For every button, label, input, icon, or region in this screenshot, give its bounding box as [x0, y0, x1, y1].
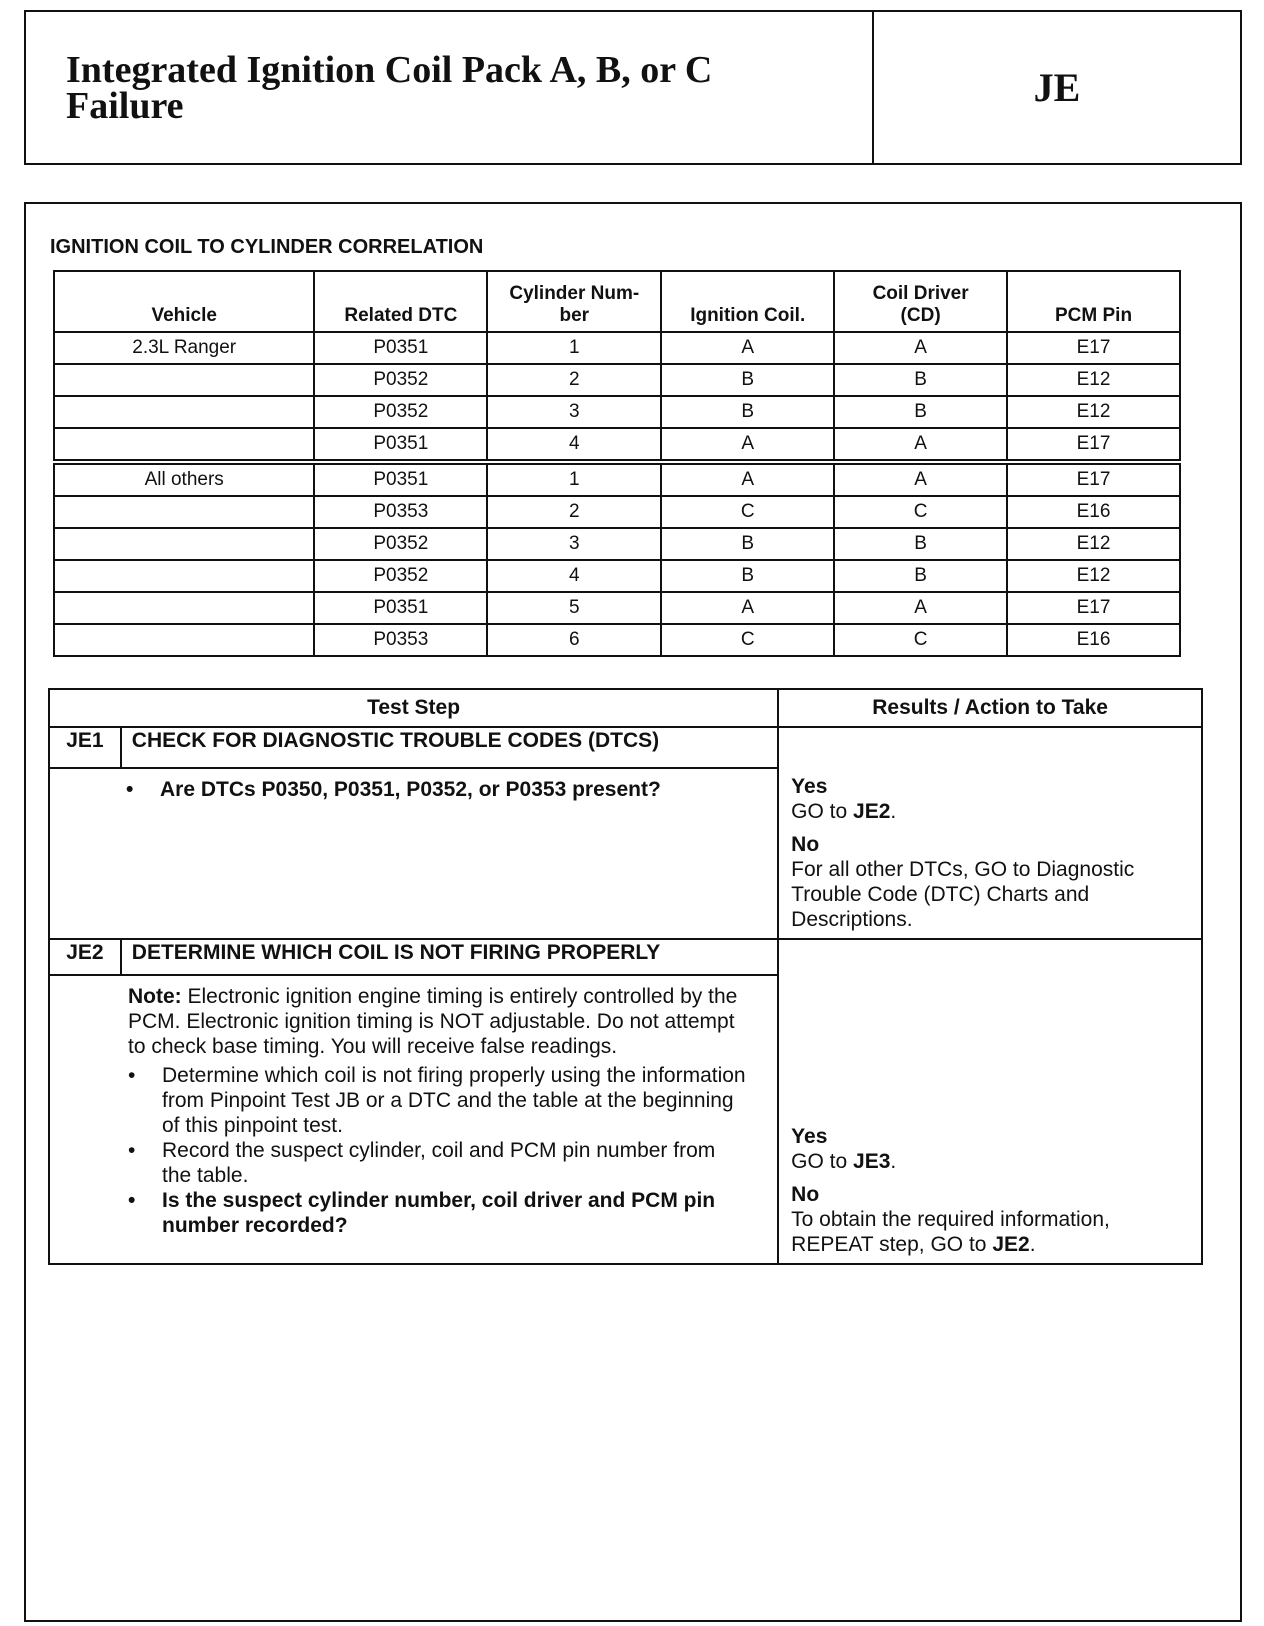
cell-dtc: P0351: [314, 592, 487, 624]
table-row: [54, 428, 1180, 462]
je1-yes-target: JE2: [853, 800, 891, 823]
cell-pcm-pin: E16: [1007, 624, 1180, 656]
cell-dtc: P0352: [314, 560, 487, 592]
table-row: [54, 396, 1180, 428]
col-vehicle: Vehicle: [54, 271, 314, 332]
cell-coil: A: [661, 592, 834, 624]
table-row: [54, 332, 1180, 364]
je2-bullet-3: • Is the suspect cylinder number, coil driver and PCM pin number recorded?: [162, 1188, 747, 1238]
je1-question-text: Are DTCs P0350, P0351, P0352, or P0353 present?: [160, 778, 661, 802]
cell-coil-driver: A: [834, 332, 1007, 364]
je2-note-label: Note:: [128, 985, 182, 1008]
cell-dtc: P0351: [314, 428, 487, 462]
cell-dtc: P0352: [314, 528, 487, 560]
table-row: [54, 364, 1180, 396]
cell-coil: A: [661, 462, 834, 496]
je2-note-text: Electronic ignition engine timing is entirely controlled by the PCM. Electronic ignition timing is NOT adjustable. Do not attempt to check base timing. You will receive false readings.: [128, 985, 738, 1058]
cell-cylinder: 1: [487, 332, 661, 364]
cell-cylinder: 5: [487, 592, 661, 624]
cell-dtc: P0352: [314, 364, 487, 396]
step-je1-title: CHECK FOR DIAGNOSTIC TROUBLE CODES (DTCS): [121, 727, 778, 768]
table-row: [54, 528, 1180, 560]
cell-coil: A: [661, 428, 834, 462]
table-row: [54, 624, 1180, 656]
cell-coil-driver: C: [834, 624, 1007, 656]
cell-coil-driver: A: [834, 462, 1007, 496]
je2-yes-action: GO to JE3.: [791, 1150, 897, 1173]
cell-vehicle: [54, 428, 314, 462]
cell-coil: A: [661, 332, 834, 364]
col-related-dtc: Related DTC: [314, 271, 487, 332]
cell-cylinder: 2: [487, 364, 661, 396]
page-header: [24, 10, 1242, 165]
cell-coil-driver: B: [834, 528, 1007, 560]
cell-vehicle: [54, 364, 314, 396]
cell-cylinder: 4: [487, 560, 661, 592]
je2-yes-label: Yes: [791, 1125, 828, 1148]
cell-dtc: P0352: [314, 396, 487, 428]
je1-yes-text: GO to: [791, 800, 854, 823]
step-je1-results: [778, 727, 1202, 939]
cell-coil-driver: B: [834, 396, 1007, 428]
je2-yes-text: GO to: [791, 1150, 854, 1173]
cell-pcm-pin: E17: [1007, 462, 1180, 496]
cell-dtc: P0353: [314, 496, 487, 528]
cell-vehicle: 2.3L Ranger: [54, 332, 314, 364]
step-je2-results: [778, 939, 1202, 1264]
cell-coil: B: [661, 396, 834, 428]
cell-coil: B: [661, 560, 834, 592]
cell-vehicle: [54, 592, 314, 624]
cell-cylinder: 4: [487, 428, 661, 462]
je2-bullet-3-text: Is the suspect cylinder number, coil driver and PCM pin number recorded?: [162, 1189, 716, 1237]
je2-no-action: To obtain the required information, REPEAT step, GO to JE2.: [791, 1208, 1110, 1256]
test-steps-table: [48, 688, 1203, 1265]
col-coil-driver: Coil Driver (CD): [834, 271, 1007, 332]
cell-coil-driver: B: [834, 560, 1007, 592]
je1-yes-action: GO to JE2.: [791, 800, 897, 823]
step-je2-body: [49, 975, 778, 1264]
cell-cylinder: 6: [487, 624, 661, 656]
cell-coil: B: [661, 528, 834, 560]
je1-yes-label: Yes: [791, 775, 828, 798]
cell-vehicle: All others: [54, 462, 314, 496]
cell-pcm-pin: E16: [1007, 496, 1180, 528]
step-je2-id: JE2: [49, 939, 121, 975]
title-line-2: Failure: [66, 85, 184, 127]
cell-coil-driver: A: [834, 428, 1007, 462]
cell-vehicle: [54, 528, 314, 560]
correlation-table: [53, 270, 1181, 657]
col-pcm-pin: PCM Pin: [1007, 271, 1180, 332]
je1-no-action: For all other DTCs, GO to Diagnostic Trouble Code (DTC) Charts and Descriptions.: [791, 858, 1135, 931]
cell-pcm-pin: E17: [1007, 592, 1180, 624]
cell-pcm-pin: E12: [1007, 560, 1180, 592]
col-results: Results / Action to Take: [778, 689, 1202, 727]
table-row: [54, 462, 1180, 496]
cell-vehicle: [54, 624, 314, 656]
cell-vehicle: [54, 496, 314, 528]
correlation-header-row: [54, 271, 1180, 332]
cell-coil: B: [661, 364, 834, 396]
je2-no-label: No: [791, 1183, 820, 1206]
table-row: [54, 560, 1180, 592]
col-cylinder-number: Cylinder Num- ber: [487, 271, 661, 332]
cell-pcm-pin: E12: [1007, 528, 1180, 560]
cell-coil-driver: C: [834, 496, 1007, 528]
cell-cylinder: 1: [487, 462, 661, 496]
cell-cylinder: 3: [487, 528, 661, 560]
cell-dtc: P0353: [314, 624, 487, 656]
je2-no-text: To obtain the required information, REPEAT step, GO to: [791, 1208, 1110, 1256]
step-je1-id: JE1: [49, 727, 121, 768]
je2-no-target: JE2: [992, 1233, 1030, 1256]
je2-yes-target: JE3: [853, 1150, 891, 1173]
cell-dtc: P0351: [314, 462, 487, 496]
step-je1-body: [49, 768, 778, 939]
je2-note: [128, 984, 747, 1059]
cell-cylinder: 2: [487, 496, 661, 528]
je2-bullet-1-text: Determine which coil is not firing properly using the information from Pinpoint Test JB or a DTC and the table at the beginning of this pinpoint test.: [162, 1064, 746, 1137]
cell-pcm-pin: E12: [1007, 396, 1180, 428]
cell-cylinder: 3: [487, 396, 661, 428]
step-je2-title: DETERMINE WHICH COIL IS NOT FIRING PROPERLY: [121, 939, 778, 975]
cell-coil: C: [661, 624, 834, 656]
cell-coil-driver: B: [834, 364, 1007, 396]
cell-dtc: P0351: [314, 332, 487, 364]
correlation-title: IGNITION COIL TO CYLINDER CORRELATION: [50, 236, 484, 258]
cell-vehicle: [54, 560, 314, 592]
cell-coil: C: [661, 496, 834, 528]
test-code: JE: [1033, 65, 1081, 110]
cell-pcm-pin: E17: [1007, 428, 1180, 462]
table-row: [54, 496, 1180, 528]
col-test-step: Test Step: [49, 689, 778, 727]
je1-question: • Are DTCs P0350, P0351, P0352, or P0353 present?: [126, 778, 661, 802]
cell-coil-driver: A: [834, 592, 1007, 624]
page-title: [26, 12, 874, 163]
je1-no-label: No: [791, 833, 820, 856]
cell-pcm-pin: E12: [1007, 364, 1180, 396]
table-row: [54, 592, 1180, 624]
cell-pcm-pin: E17: [1007, 332, 1180, 364]
title-line-1: Integrated Ignition Coil Pack A, B, or C: [66, 49, 713, 91]
cell-vehicle: [54, 396, 314, 428]
col-ignition-coil: Ignition Coil.: [661, 271, 834, 332]
je2-bullet-2-text: Record the suspect cylinder, coil and PCM pin number from the table.: [162, 1139, 716, 1187]
correlation-body: [54, 332, 1180, 656]
je2-bullet-1: • Determine which coil is not firing properly using the information from Pinpoint Test JB or a DTC and the table at the beginning of this pinpoint test.: [128, 1064, 746, 1137]
je2-bullet-2: • Record the suspect cylinder, coil and PCM pin number from the table.: [162, 1138, 747, 1188]
